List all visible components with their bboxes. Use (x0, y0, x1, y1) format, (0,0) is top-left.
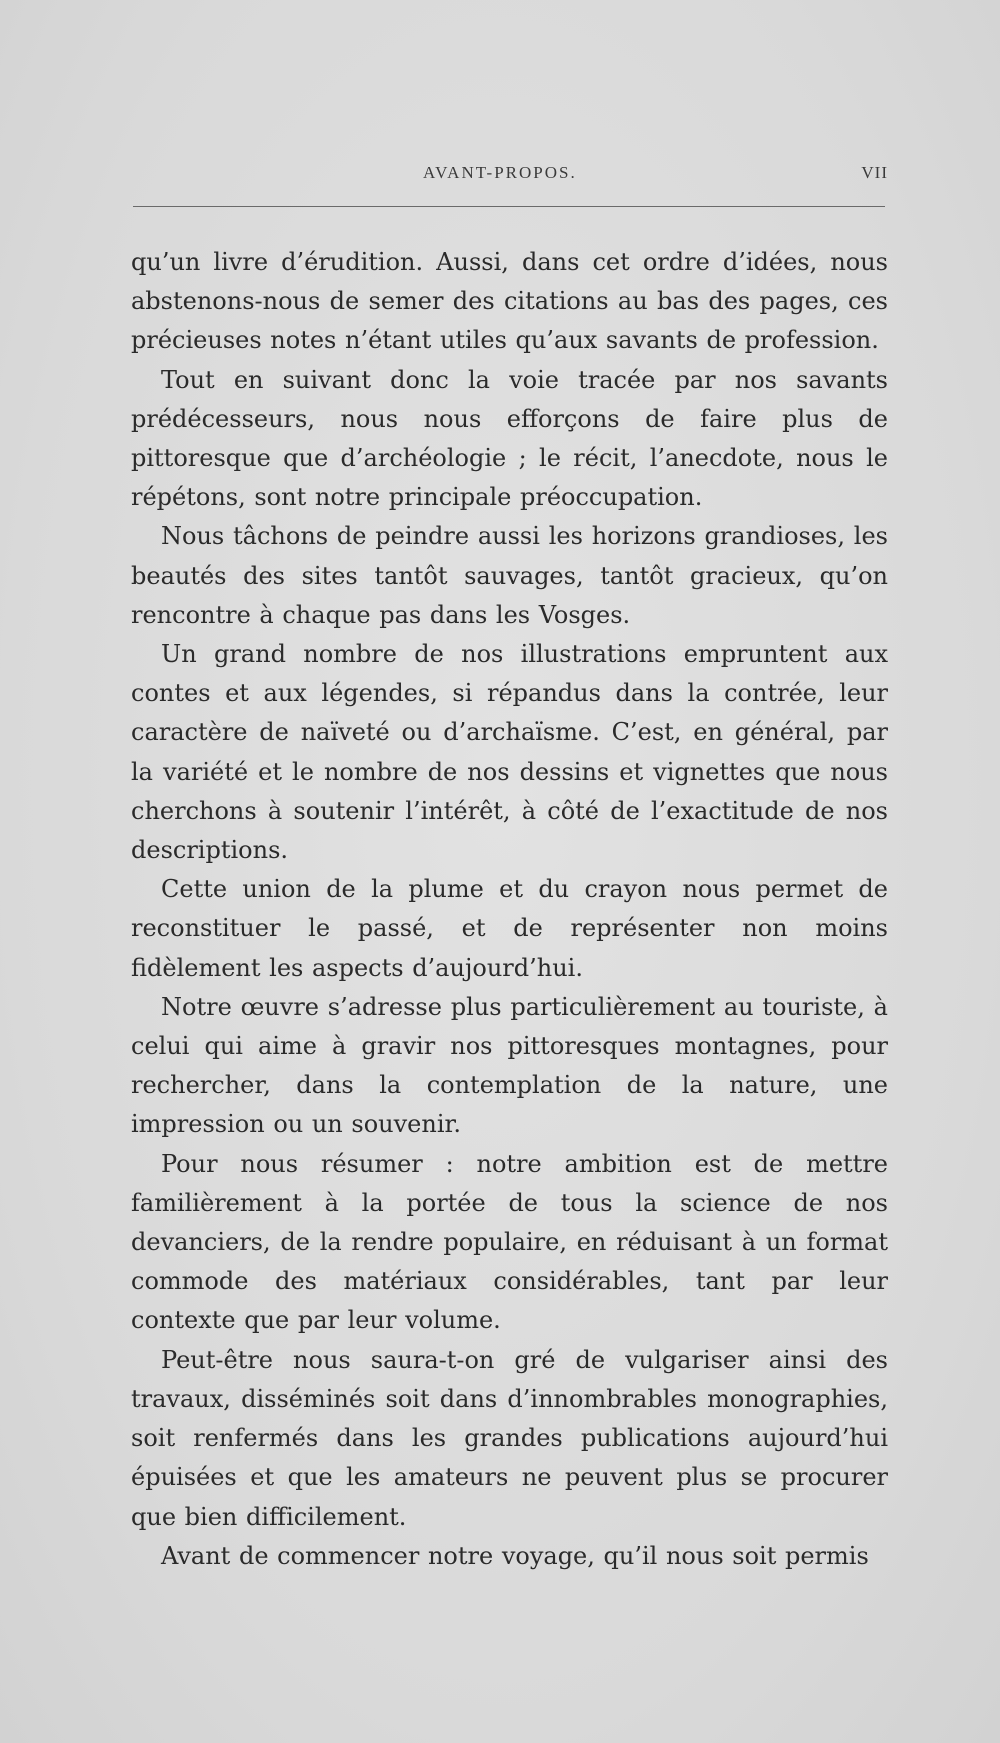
paragraph: Nous tâchons de peindre aussi les horizons grandioses, les beautés des sites tantôt sauvages, tantôt gracieux, qu’on rencontre à chaque pas dans les Vosges. (131, 522, 888, 629)
paragraph: Notre œuvre s’adresse plus particulièrement au touriste, à celui qui aime à gravir nos pittoresques montagnes, pour rechercher, dans la contemplation de la nature, une impression ou un souvenir. (131, 992, 888, 1139)
header-rule (133, 206, 885, 207)
running-head (133, 163, 888, 193)
running-title: AVANT-PROPOS. (423, 163, 577, 182)
paragraph: Avant de commencer notre voyage, qu’il nous soit permis (161, 1541, 869, 1570)
paragraph: Un grand nombre de nos illustrations empruntent aux contes et aux légendes, si répandus dans la contrée, leur caractère de naïveté ou d’archaïsme. C’est, en général, par la variété et le nombre de nos dessins et vignettes que nous cherchons à soutenir l’intérêt, à côté de l’exactitude de nos descriptions. (131, 640, 888, 865)
paragraph: Pour nous résumer : notre ambition est de mettre familièrement à la portée de tous la science de nos devanciers, de la rendre populaire, en réduisant à un format commode des matériaux considérables, tant par leur contexte que par leur volume. (131, 1149, 888, 1335)
page-number: VII (861, 163, 888, 182)
paragraph: qu’un livre d’érudition. Aussi, dans cet ordre d’idées, nous abstenons-nous de semer des citations au bas des pages, ces précieuses notes n’étant utiles qu’aux savants de profession. (131, 248, 888, 355)
paragraph: Peut-être nous saura-t-on gré de vulgariser ainsi des travaux, disséminés soit dans d’innombrables monographies, soit renfermés dans les grandes publications aujourd’hui épuisées et que les amateurs ne peuvent plus se procurer que bien difficilement. (131, 1345, 888, 1531)
body-text (131, 243, 888, 1576)
paragraph: Tout en suivant donc la voie tracée par nos savants prédécesseurs, nous nous efforçons de faire plus de pittoresque que d’archéologie ; le récit, l’anecdote, nous le répétons, sont notre principale préoccupation. (131, 365, 888, 512)
paragraph: Cette union de la plume et du crayon nous permet de reconstituer le passé, et de représenter non moins fidèlement les aspects d’aujourd’hui. (131, 875, 888, 982)
